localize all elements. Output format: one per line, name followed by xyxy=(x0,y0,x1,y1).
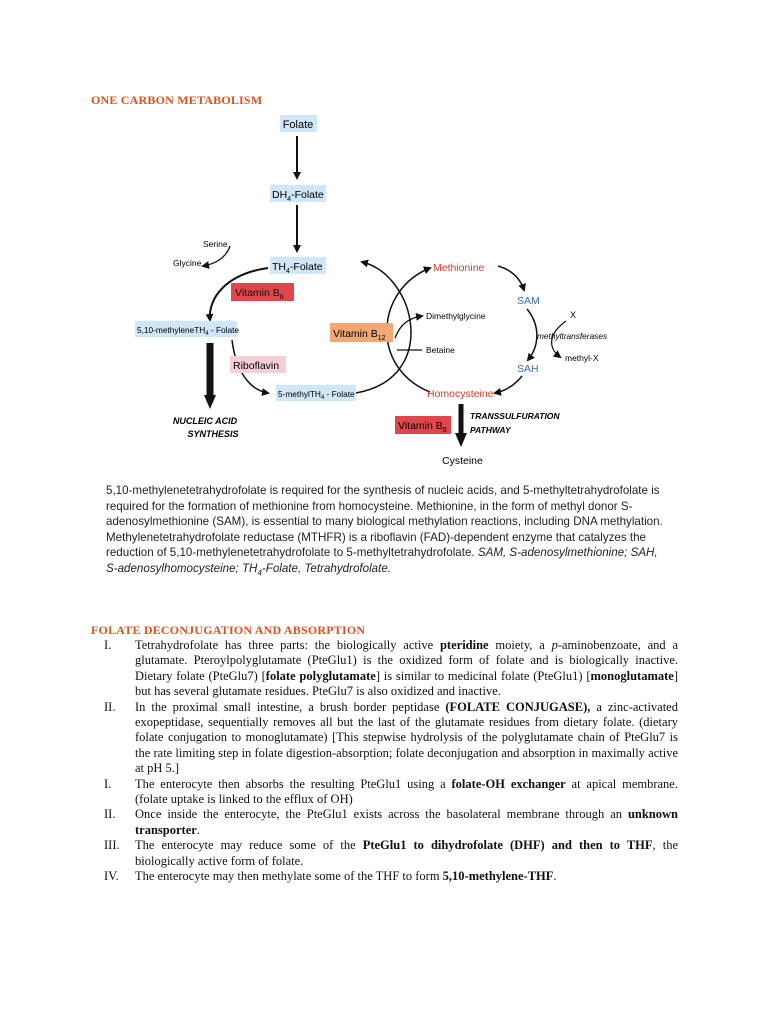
list-item xyxy=(90,807,678,838)
th4-folate-node xyxy=(270,257,326,275)
glycine-label: Glycine xyxy=(173,258,202,268)
homocysteine-label: Homocysteine xyxy=(427,388,494,400)
svg-text:Folate: Folate xyxy=(282,119,314,131)
serine-label: Serine xyxy=(203,239,228,249)
heading-folate-deconjugation: FOLATE DECONJUGATION AND ABSORPTION xyxy=(91,623,366,637)
sam-label: SAM xyxy=(517,295,540,307)
nucleic-acid-synthesis-label: SYNTHESIS xyxy=(187,429,239,439)
dimethylglycine-label: Dimethylglycine xyxy=(426,311,486,321)
arrow-methionine-to-sam xyxy=(498,266,524,290)
list-item-text: The enterocyte may then methylate some of the THF to form 5,10-methylene-THF. xyxy=(135,869,557,884)
svg-text:Vitamin B6: Vitamin $B_6$ xyxy=(235,287,284,301)
riboflavin-box xyxy=(230,356,286,373)
caption-text: 5,10-methylenetetrahydrofolate is required for the synthesis of nucleic acids, and 5-methyltetrahydrofolate is required for the formation of methionine from homocysteine. Methionine, in the form of methyl donor S-adenosylmethionine (SAM), is essential to many biological methylation reactions, including DNA methylation. Methylenetetrahydrofolate reductase (MTHFR) is a riboflavin (FAD)-dependent enzyme that catalyzes the reduction of 5,10-methylenetetrahydrofolate to 5-methyltetrahydrofolate. xyxy=(106,484,663,560)
list-item-number: III. xyxy=(104,838,120,853)
betaine-label: Betaine xyxy=(426,345,455,355)
svg-text:TH4-Folate: $TH_4$-Folate xyxy=(272,261,323,275)
x-label: X xyxy=(570,310,577,320)
deconjugation-list xyxy=(90,638,678,885)
list-item-text: Once inside the enterocyte, the PteGlu1 exists across the basolateral membrane through an unknown transporter. xyxy=(135,807,678,837)
methyl-th4-folate-node xyxy=(276,385,356,401)
list-item xyxy=(90,700,678,777)
arc-homocysteine-to-methionine xyxy=(387,268,430,392)
heading-one-carbon-metabolism: ONE CARBON METABOLISM xyxy=(91,93,263,107)
vitamin-b6-box-right xyxy=(395,416,451,434)
svg-text:5-methylTH4 - Folate: 5-methylTH$_4$ - Folate xyxy=(278,389,355,401)
serine-glycine-arrow xyxy=(203,246,230,266)
dh4-folate-node xyxy=(270,185,326,203)
methyltransferases-label: methyltransferases xyxy=(537,331,608,341)
nucleic-acid-label: NUCLEIC ACID xyxy=(172,416,238,426)
list-item-number: II. xyxy=(104,699,116,714)
methyl-x-label: methyl-X xyxy=(565,353,599,363)
list-item-number: I. xyxy=(104,776,112,791)
list-item-text: The enterocyte may reduce some of the PteGlu1 to dihydrofolate (DHF) and then to THF, the biologically active form of folate. xyxy=(135,838,678,868)
pathway-label: PATHWAY xyxy=(470,425,511,435)
list-item xyxy=(90,777,678,808)
list-item-number: I. xyxy=(104,638,112,652)
list-item xyxy=(90,638,678,700)
list-item-number: II. xyxy=(104,807,116,822)
arrow-sah-to-homocysteine xyxy=(495,376,522,393)
figure-caption xyxy=(106,483,666,581)
vitamin-b6-box-left xyxy=(231,283,294,301)
svg-text:DH4-Folate: $DH_4$-Folate xyxy=(272,189,324,203)
list-item xyxy=(90,838,678,869)
list-item-text: In the proximal small intestine, a brush border peptidase (FOLATE CONJUGASE), a zinc-activated exopeptidase, sequentially removes all but the last of the glutamate residues from dietary folate. (dietary folate conjugation to monoglutamate) [This stepwise hydrolysis of the polyglutamate chain of PteGlu7 is the rate limiting step in folate digestion-absorption; folate deconjugation and absorption in maximally active at pH 5.] xyxy=(135,699,678,776)
svg-text:Vitamin B12: Vitamin $B_{12}$ xyxy=(333,328,386,342)
methionine-label: Methionine xyxy=(433,262,485,274)
vitamin-b12-box xyxy=(330,323,393,342)
svg-text:Vitamin B6: Vitamin $B_6$ xyxy=(398,420,447,434)
arrow-sam-to-sah xyxy=(527,309,537,360)
sah-label: SAH xyxy=(517,363,539,375)
cysteine-label: Cysteine xyxy=(442,455,483,467)
methylene-th4-folate-node xyxy=(135,321,239,337)
caption-abbreviations: SAM, S-adenosylmethionine; SAH, S-adenosylhomocysteine; $TH_4$-Folate, Tetrahydrofolate. xyxy=(106,546,658,578)
folate-node xyxy=(280,115,317,132)
arrow-to-dimethylglycine xyxy=(395,316,422,338)
svg-text:Riboflavin: Riboflavin xyxy=(233,360,280,372)
list-item-text: Tetrahydrofolate has three parts: the biologically active pteridine moiety, a p-aminobenzoate, and a glutamate. Pteroylpolyglutamate (PteGlu1) is the oxidized form of folate and is biologically inactive. Dietary folate (PteGlu7) [folate polyglutamate] is similar to medicinal folate (PteGlu1) [monoglutamate] but has several glutamate residues. PteGlu7 is also oxidized and inactive. xyxy=(135,638,678,699)
list-item xyxy=(90,869,678,884)
list-item-number: IV. xyxy=(104,869,119,884)
one-carbon-metabolism-diagram xyxy=(0,0,768,480)
list-item-text: The enterocyte then absorbs the resulting PteGlu1 using a folate-OH exchanger at apical membrane. (folate uptake is linked to the efflux of OH) xyxy=(135,776,678,807)
transsulfuration-label: TRANSSULFURATION xyxy=(470,411,560,421)
svg-text:5,10-methyleneTH4 - Folate: 5,10-methyleneTH$_4$ - Folate xyxy=(137,325,240,337)
